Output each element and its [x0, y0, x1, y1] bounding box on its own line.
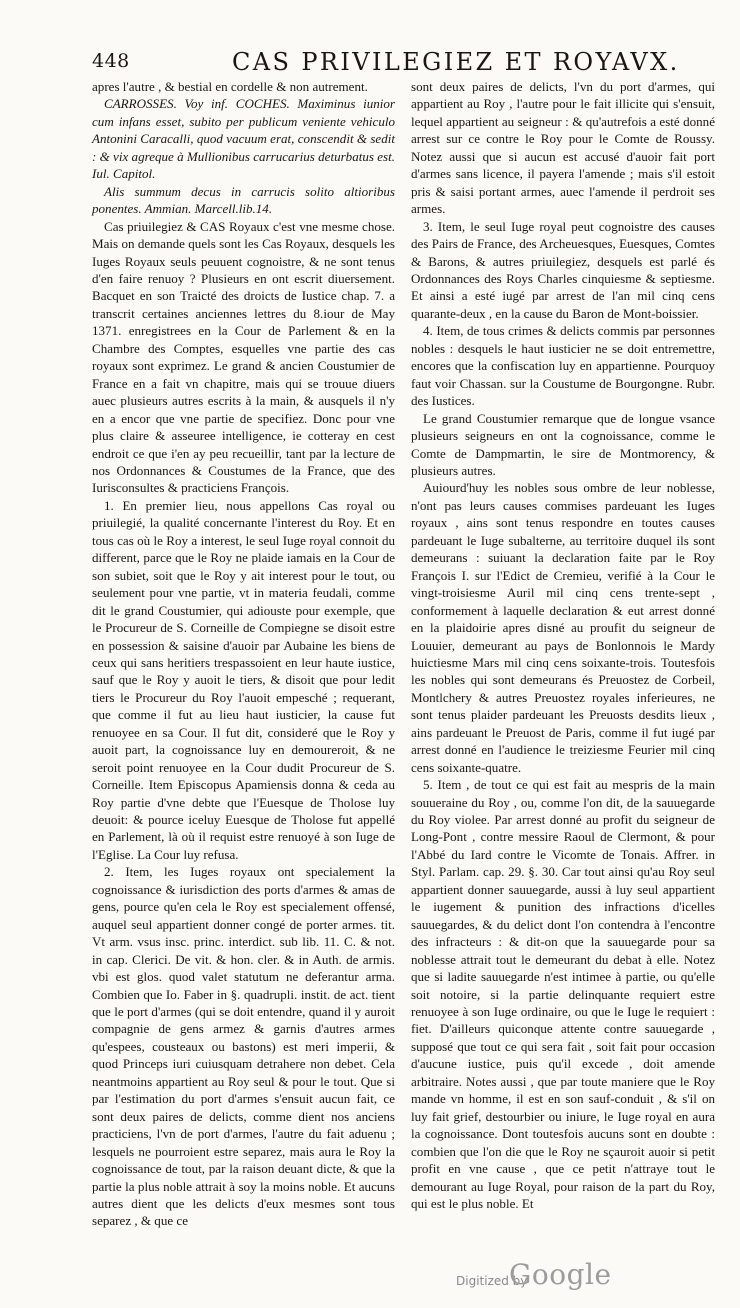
paragraph-item-5: 5. Item , de tout ce qui est fait au mespris de la main souueraine du Roy , ou, comme l'on dit, de la sauuegarde du Roy violee. Par arrest donné au profit du seigneur de Long-Pont , contre messire Raoul de Clermont, & pour l'Abbé du Iard contre le Vicomte de Tonais. Affrer. in Styl. Parlam. cap. 29. §. 30. Car tout ainsi qu'au Roy seul appartient donner sauuegarde, aussi à luy seul appartient le iugement & punition des infractions d'icelles sauuegardes, & du delict dont l'on contendra à l'encontre des infracteurs : & dit-on que la sauuegarde pour sa noblesse attrait tout le demeurant du debat à elle. Notez que si ladite sauuegarde n'est intimee à partie, ou qu'elle soit notoire, si la partie delinquante requiert estre renuoyee à son Iuge ordinaire, ou que le Iuge le requiert : fiet. D'ailleurs quiconque attente contre sauuegarde , supposé que tout ce qui sera fait , soit fait pour occasion d'aucune iustice, puis qu'il excede , doit amende arbitraire. Notes aussi , que par toute maniere que le Roy mande vn homme, il est en son sauf-conduit , & s'il on luy fait grief, destourbier ou iniure, le Iuge royal en aura la cognoissance. Dont toutesfois aucuns sont en doubte : combien que l'on die que le Roy ne sçauroit auoir si petit profit en vne cause , que ce petit n'attraye tout le demourant au Iuge Royal, pour raison de la part du Roy, qui est le plus noble. Et: [411, 777, 715, 1211]
running-head: [92, 48, 704, 78]
paragraph: apres l'autre , & bestial en cordelle & non autrement.: [92, 79, 368, 94]
paragraph-nobles: Auiourd'huy les nobles sous ombre de leur noblesse, n'ont pas leurs causes commises pardeuant les Iuges royaux , ains sont tenus respondre en toutes causes pardeuant le Iuge subalterne, au territoire duquel ils sont demeurans : suiuant la declaration faite par le Roy François I. sur l'Edict de Cremieu, verifié à la Cour le vingt-troisiesme Auril mil cinq cens trente-sept , conformement à laquelle declaration & eut arrest donné en la plaidoirie apres disné au proufit du seigneur de Louuier, demeurant au pays de Bonlonnois le Mardy huictiesme Mars mil cinq cens soixante-trois. Toutesfois les nobles qui sont demeurans és Preuostez de Corbeil, Montlchery & autres Preuostez royales inferieures, ne sont tenus plaider pardeuant les Preuosts desdits lieux , ains pardeuant le Preuost de Paris, comme il fut iugé par arrest donné en l'audience le treiziesme Feurier mil cinq cens soixante-quatre.: [411, 480, 715, 775]
paragraph-carrosses: CARROSSES. Voy inf. COCHES. Maximinus iunior cum infans esset, subito per publicum veniente vehiculo Antonini Caracalli, quod vacuum erat, conscendit & sedit : & vix agreque à Mullionibus carrucarius deturbatus est. Iul. Capitol.: [92, 96, 395, 182]
right-column: [411, 78, 715, 1212]
watermark-prefix: Digitized by: [456, 1274, 528, 1288]
paragraph-item-3: 3. Item, le seul Iuge royal peut cognoistre des causes des Pairs de France, des Archeuesques, Euesques, Comtes & Barons, & autres priuilegiez, desquels est parlé és Ordonnances des Roys Charles cinquiesme & septiesme. Et ainsi a esté iugé par arrest de l'an mil cinq cens quarante-deux , en la cause du Baron de Mont-boissier.: [411, 218, 715, 321]
paragraph-intro: Cas priuilegiez & CAS Royaux c'est vne mesme chose. Mais on demande quels sont les Cas Royaux, desquels les Iuges Royaux seuls peuuent cognoistre, & ne sont tenus d'en faire renuoy ? Plusieurs en ont escrit diuersement. Bacquet en son Traicté des droicts de Iustice chap. 7. a transcrit certaines anciennes lettres du 8.iour de May 1371. enregistrees en la Cour de Parlement & en la Chambre des Comptes, esquelles vne partie des cas royaux sont exprimez. Le grand & ancien Coustumier de France en a fait vn chapitre, mais qui se trouue diuers auec plusieurs autres escrits à la main, & ausquels il n'y en a encor que vne partie de specifiez. Donc pour vne plus claire & asseuree intelligence, ie cotteray en cest endroit ce que i'en ay peu recueillir, tant par la lecture de nos Ordonnances & Coustumes de la France, que des Iurisconsultes & practiciens François.: [92, 218, 395, 496]
paragraph-citation: Alis summum decus in carrucis solito altioribus ponentes. Ammian. Marcell.lib.14.: [92, 183, 395, 217]
paragraph-item-4: 4. Item, de tous crimes & delicts commis par personnes nobles : desquels le haut iusticier ne se doit entremettre, encores que la confiscation luy en appartienne. Pourquoy faut voir Chassan. sur la Coustume de Bourgongne. Rubr. des Iustices.: [411, 323, 715, 409]
page-number: 448: [92, 50, 130, 72]
paragraph-continued: sont deux paires de delicts, l'vn du port d'armes, qui appartient au Roy , l'autre pour le fait illicite qui s'ensuit, lequel appartient au seigneur : & qu'autrefois a esté donné arrest sur ce contre le Roy pour le Comte de Roussy. Notez aussi que si aucun est accusé d'auoir fait port d'armes sans licence, il payera l'amende ; mais s'il estoit pris & saisi portant armes, auec l'amende il perdroit ses armes.: [411, 79, 715, 217]
paragraph-coustumier: Le grand Coustumier remarque que de longue vsance plusieurs seigneurs en ont la cognoissance, comme le Comte de Dampmartin, le sire de Montmorency, & plusieurs autres.: [411, 410, 715, 478]
digitized-by-google-watermark: [447, 1252, 647, 1294]
left-column: [92, 78, 395, 1230]
paragraph-item-1: 1. En premier lieu, nous appellons Cas royal ou priuilegié, la qualité concernante l'interest du Roy. Et en tous cas où le Roy a interest, le seul Iuge royal connoit du different, parce que le Roy ne plaide iamais en la Cour de son subiet, soit que le Roy y ait interest pour le tout, ou seulement pour vne partie, vt in materia feudali, comme dit le grand Coustumier, qui adiouste pour exemple, que le Procureur de S. Corneille de Compiegne se disoit estre en possession & saisine d'auoir par Aubaine les biens de ceux qui sans heritiers trespassoient en leur haute iustice, sauf que le Roy y auoit le tiers, & disoit que pour ledit tiers le Procureur du Roy l'auoit empesché ; requerant, que comme il fut au lieu haut iusticier, la cause fut renuoyee en sa Cour. Il fut dit, consideré que le Roy y auoit part, la cognoissance luy en demoureroit, & ne seroit point renuoyee en la Cour dudit Procureur de S. Corneille. Item Episcopus Apamiensis donna & ceda au Roy partie d'vne debte que l'Euesque de Tholose luy deuoit: & pource iceluy Euesque de Tholose fut appellé en Parlement, là où il requist estre renuoyé à son Iuge de l'Eglise. La Cour luy refusa.: [92, 497, 395, 862]
google-logo-icon: Google: [509, 1258, 612, 1291]
paragraph-item-2: 2. Item, les Iuges royaux ont specialement la cognoissance & iurisdiction des ports d'armes & amas de gens, pource qu'en cela le Roy est specialement offensé, auquel seul appartient donner congé de porter armes. tit. Vt arm. vsus insc. princ. interdict. sub lib. 11. C. & not. in cap. Clerici. De vit. & hon. cler. & in Auth. de armis. vbi est glos. quod valet statutum ne deferantur arma. Combien que Io. Faber in §. quadrupli. instit. de act. tient que le port d'armes (qui se doit entendre, quand il y auroit compagnie de gens armez & garnis d'autres armes qu'espees, cousteaux ou bastons) est meri imperii, & quod Princeps iuri cuiusquam detrahere non debet. Cela neantmoins appartient au Roy seul & pour le tout. Que si par l'estimation du port d'armes s'ensuit aucun fait, ce sont deux paires de delicts, comme dient nos anciens practiciens, l'vn de port d'armes, l'autre du fait aduenu ; lesquels ne pourroient estre separez, mais aura le Roy la cognoissance de tout, par la raison deuant dicte, & que la partie la plus noble attrait à soy la moins noble. Et aucuns autres dient que les delicts d'eux mesmes sont tous separez , & que ce: [92, 864, 395, 1229]
running-title: CAS PRIVILEGIEZ ET ROYAVX.: [232, 48, 680, 76]
